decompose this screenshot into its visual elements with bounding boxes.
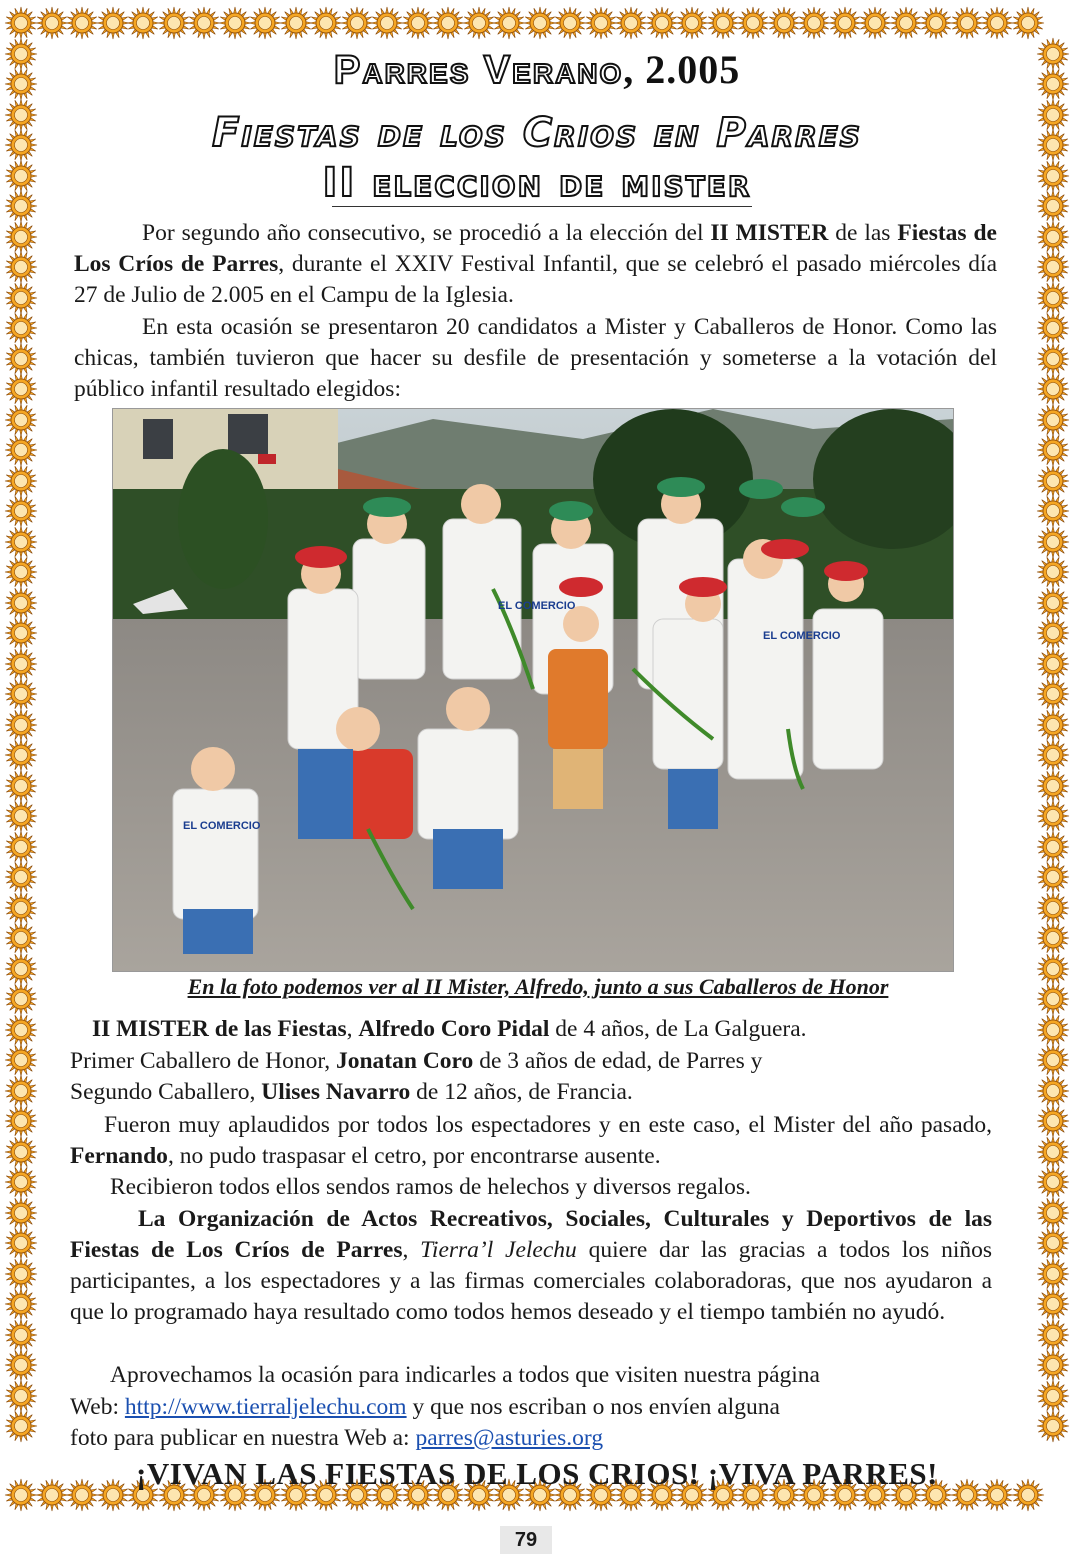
text-bold: Fernando: [70, 1143, 168, 1169]
sun-ornament-icon: [1036, 1287, 1070, 1321]
text-bold: Fiestas de Los Críos de Parres: [74, 220, 997, 277]
sun-ornament-icon: [1036, 281, 1070, 315]
sun-ornament-icon: [4, 860, 38, 894]
sun-ornament-icon: [1036, 1379, 1070, 1413]
sun-ornament-icon: [4, 647, 38, 681]
sun-ornament-icon: [4, 586, 38, 620]
sun-ornament-icon: [462, 6, 496, 40]
footer-slogan: ¡VIVAN LAS FIESTAS DE LOS CRIOS! ¡VIVA PARRES!: [136, 1456, 938, 1491]
sun-ornament-icon: [4, 1013, 38, 1047]
shirt-print: EL COMERCIO: [183, 820, 261, 832]
title-decorative: Parres Verano: [333, 48, 624, 92]
sun-ornament-icon: [523, 6, 557, 40]
sun-ornament-icon: [1036, 555, 1070, 589]
contact-line-3: [70, 1423, 992, 1454]
sun-ornament-icon: [1036, 311, 1070, 345]
sun-ornament-icon: [218, 6, 252, 40]
sun-ornament-icon: [1036, 98, 1070, 132]
sun-ornament-icon: [1036, 67, 1070, 101]
sun-ornament-icon: [4, 6, 38, 40]
sun-ornament-icon: [1036, 464, 1070, 498]
sun-ornament-icon: [553, 6, 587, 40]
group-photo: [112, 408, 954, 972]
text: de 4 años, de La Galguera.: [549, 1016, 807, 1042]
sun-ornament-icon: [4, 677, 38, 711]
sun-ornament-icon: [187, 6, 221, 40]
sun-ornament-icon: [4, 159, 38, 193]
sun-ornament-icon: [4, 403, 38, 437]
sun-ornament-icon: [4, 830, 38, 864]
text: , no pudo traspasar el cetro, por encontrarse ausente.: [167, 1143, 661, 1169]
sun-ornament-icon: [1036, 738, 1070, 772]
sun-ornament-icon: [4, 1379, 38, 1413]
sun-ornament-icon: [1036, 982, 1070, 1016]
sun-ornament-icon: [4, 525, 38, 559]
sun-ornament-icon: [1036, 372, 1070, 406]
sun-ornament-icon: [1036, 159, 1070, 193]
text: Aprovechamos la ocasión para indicarles a todos que visiten nuestra página: [110, 1362, 820, 1388]
sun-ornament-icon: [4, 555, 38, 589]
sun-ornament-icon: [4, 1165, 38, 1199]
sun-ornament-icon: [1036, 1348, 1070, 1382]
shirt-print: EL COMERCIO: [498, 600, 576, 612]
sun-ornament-icon: [4, 67, 38, 101]
text-bold: II MISTER de las Fiestas: [92, 1016, 347, 1042]
sun-ornament-icon: [4, 250, 38, 284]
sun-ornament-icon: [1036, 1409, 1070, 1443]
sun-ornament-icon: [645, 6, 679, 40]
sun-ornament-icon: [1036, 1043, 1070, 1077]
sun-ornament-icon: [35, 6, 69, 40]
sun-ornament-icon: [4, 1478, 38, 1512]
sun-ornament-icon: [309, 6, 343, 40]
sun-ornament-icon: [96, 6, 130, 40]
sun-ornament-icon: [1036, 433, 1070, 467]
sun-ornament-icon: [4, 1409, 38, 1443]
sun-ornament-icon: [1036, 616, 1070, 650]
text: y que nos escriban o nos envíen alguna: [406, 1394, 780, 1420]
photo-caption: En la foto podemos ver al II Mister, Alfredo, junto a sus Caballeros de Honor: [187, 974, 889, 999]
sun-ornament-icon: [4, 1135, 38, 1169]
text: ,: [346, 1016, 359, 1042]
sun-ornament-icon: [4, 281, 38, 315]
text: quiere dar las gracias a todos los niños participantes, a los espectadores y a las firmas comerciales colaboradoras, que nos ayudaron a que lo programado haya resultado como todos hemos deseado y el tiempo también no ayudó.: [70, 1237, 992, 1325]
group-photo-illustration: [113, 409, 953, 971]
sun-ornament-icon: [1036, 189, 1070, 223]
sun-ornament-icon: [1036, 1165, 1070, 1199]
results-line-2: [70, 1046, 990, 1077]
sun-ornament-icon: [1036, 37, 1070, 71]
sun-ornament-icon: [4, 342, 38, 376]
sun-ornament-icon: [828, 6, 862, 40]
sun-ornament-icon: [4, 616, 38, 650]
sun-ornament-icon: [919, 6, 953, 40]
sun-ornament-icon: [1036, 1104, 1070, 1138]
text: de 12 años, de Francia.: [410, 1079, 633, 1105]
sun-ornament-icon: [797, 6, 831, 40]
sun-ornament-icon: [4, 98, 38, 132]
sun-ornament-icon: [1036, 1226, 1070, 1260]
page-number: 79: [500, 1526, 552, 1554]
sun-ornament-icon: [767, 6, 801, 40]
text-bold: II MISTER: [710, 220, 829, 246]
sun-ornament-icon: [126, 6, 160, 40]
text: Recibieron todos ellos sendos ramos de helechos y diversos regalos.: [110, 1174, 751, 1200]
sun-ornament-icon: [4, 1043, 38, 1077]
title-divider: [332, 206, 752, 207]
text-italic: Tierra’l Jelechu: [420, 1237, 577, 1263]
text: Primer Caballero de Honor,: [70, 1048, 336, 1074]
sun-ornament-icon: [431, 6, 465, 40]
text: , durante el XXIV Festival Infantil, que se celebró el pasado miércoles día 27 de Julio de 2.005 en el Campu de la Iglesia.: [74, 251, 998, 308]
text: de las: [828, 220, 898, 246]
title-year: , 2.005: [623, 47, 741, 92]
website-link[interactable]: http://www.tierraljelechu.com: [124, 1394, 407, 1420]
thanks-paragraph: [70, 1204, 992, 1328]
page-subtitle: Fiestas de los Crios en Parres: [212, 110, 862, 156]
sun-ornament-icon: [4, 1226, 38, 1260]
sun-ornament-icon: [4, 982, 38, 1016]
sun-ornament-icon: [1036, 677, 1070, 711]
sun-ornament-icon: [4, 952, 38, 986]
sun-ornament-icon: [4, 1318, 38, 1352]
sun-ornament-icon: [248, 6, 282, 40]
sun-ornament-icon: [1011, 6, 1045, 40]
sun-ornament-icon: [1036, 525, 1070, 559]
sun-ornament-icon: [4, 128, 38, 162]
text: ,: [402, 1237, 421, 1263]
sun-ornament-icon: [1036, 952, 1070, 986]
page-subtitle-2: II eleccion de mister: [322, 160, 752, 206]
text: En esta ocasión se presentaron 20 candidatos a Mister y Caballeros de Honor. Como las chicas, también tuvieron que hacer su desfile de presentación y someterse a la votación del público infantil resultado elegidos:: [74, 314, 997, 402]
sun-ornament-icon: [1036, 769, 1070, 803]
page-title: [62, 46, 1012, 93]
sun-ornament-icon: [4, 1287, 38, 1321]
sun-ornament-icon: [4, 1104, 38, 1138]
sun-ornament-icon: [4, 1074, 38, 1108]
sun-ornament-icon: [4, 220, 38, 254]
sun-ornament-icon: [1036, 860, 1070, 894]
sun-ornament-icon: [4, 921, 38, 955]
text-bold: Ulises Navarro: [261, 1079, 411, 1105]
sun-ornament-icon: [1036, 494, 1070, 528]
sun-ornament-icon: [950, 6, 984, 40]
sun-ornament-icon: [4, 464, 38, 498]
sun-ornament-icon: [889, 6, 923, 40]
sun-ornament-icon: [1036, 250, 1070, 284]
intro-paragraph-1: [74, 218, 997, 311]
sun-ornament-icon: [4, 738, 38, 772]
sun-ornament-icon: [858, 6, 892, 40]
sun-ornament-icon: [1036, 1074, 1070, 1108]
sun-ornament-icon: [4, 37, 38, 71]
sun-ornament-icon: [675, 6, 709, 40]
sun-ornament-icon: [4, 769, 38, 803]
sun-ornament-icon: [1036, 403, 1070, 437]
text: Web:: [70, 1394, 125, 1420]
sun-ornament-icon: [1036, 1196, 1070, 1230]
text: de 3 años de edad, de Parres y: [473, 1048, 763, 1074]
sun-ornament-icon: [1036, 891, 1070, 925]
contact-line-2: [70, 1392, 992, 1423]
sun-ornament-icon: [1036, 1135, 1070, 1169]
sun-ornament-icon: [4, 708, 38, 742]
sun-ornament-icon: [614, 6, 648, 40]
sun-ornament-icon: [1036, 830, 1070, 864]
text-bold: La Organización de Actos Recreativos, Sociales, Culturales y Deportivos de las Fiestas de Los Críos de Parres: [70, 1206, 992, 1263]
sun-ornament-icon: [4, 891, 38, 925]
sun-ornament-icon: [370, 6, 404, 40]
text: foto para publicar en nuestra Web a:: [70, 1425, 416, 1451]
text: Segundo Caballero,: [70, 1079, 262, 1105]
intro-paragraph-2: [74, 312, 997, 405]
sun-ornament-icon: [401, 6, 435, 40]
results-line-1: [92, 1014, 992, 1045]
sun-ornament-icon: [1036, 128, 1070, 162]
sun-ornament-icon: [4, 799, 38, 833]
sun-ornament-icon: [492, 6, 526, 40]
results-paragraph-5: [70, 1172, 992, 1203]
sun-ornament-icon: [1036, 586, 1070, 620]
sun-ornament-icon: [340, 6, 374, 40]
sun-ornament-icon: [706, 6, 740, 40]
sun-ornament-icon: [1036, 921, 1070, 955]
sun-ornament-icon: [1036, 220, 1070, 254]
contact-line-1: [70, 1360, 992, 1391]
sun-ornament-icon: [584, 6, 618, 40]
text: Por segundo año consecutivo, se procedió a la elección del: [142, 220, 711, 246]
text: Fueron muy aplaudidos por todos los espectadores y en este caso, el Mister del año pasado,: [104, 1112, 992, 1138]
sun-ornament-icon: [980, 6, 1014, 40]
sun-ornament-icon: [4, 1196, 38, 1230]
sun-ornament-icon: [1036, 342, 1070, 376]
sun-ornament-icon: [65, 6, 99, 40]
sun-ornament-icon: [4, 189, 38, 223]
sun-ornament-icon: [4, 1348, 38, 1382]
sun-ornament-icon: [1036, 708, 1070, 742]
results-line-3: [70, 1077, 990, 1108]
text-bold: Alfredo Coro Pidal: [358, 1016, 550, 1042]
sun-ornament-icon: [4, 433, 38, 467]
sun-ornament-icon: [1036, 1318, 1070, 1352]
results-paragraph-4: [70, 1110, 992, 1172]
sun-ornament-icon: [4, 1257, 38, 1291]
sun-ornament-icon: [1011, 1478, 1045, 1512]
shirt-print: EL COMERCIO: [763, 630, 841, 642]
sun-ornament-icon: [157, 6, 191, 40]
sun-ornament-icon: [1036, 1013, 1070, 1047]
sun-ornament-icon: [279, 6, 313, 40]
sun-ornament-icon: [4, 372, 38, 406]
sun-ornament-icon: [4, 494, 38, 528]
email-link[interactable]: parres@asturies.org: [415, 1425, 604, 1451]
sun-ornament-icon: [1036, 799, 1070, 833]
sun-ornament-icon: [736, 6, 770, 40]
sun-ornament-icon: [1036, 647, 1070, 681]
sun-ornament-icon: [4, 311, 38, 345]
text-bold: Jonatan Coro: [335, 1048, 474, 1074]
sun-ornament-icon: [1036, 1257, 1070, 1291]
